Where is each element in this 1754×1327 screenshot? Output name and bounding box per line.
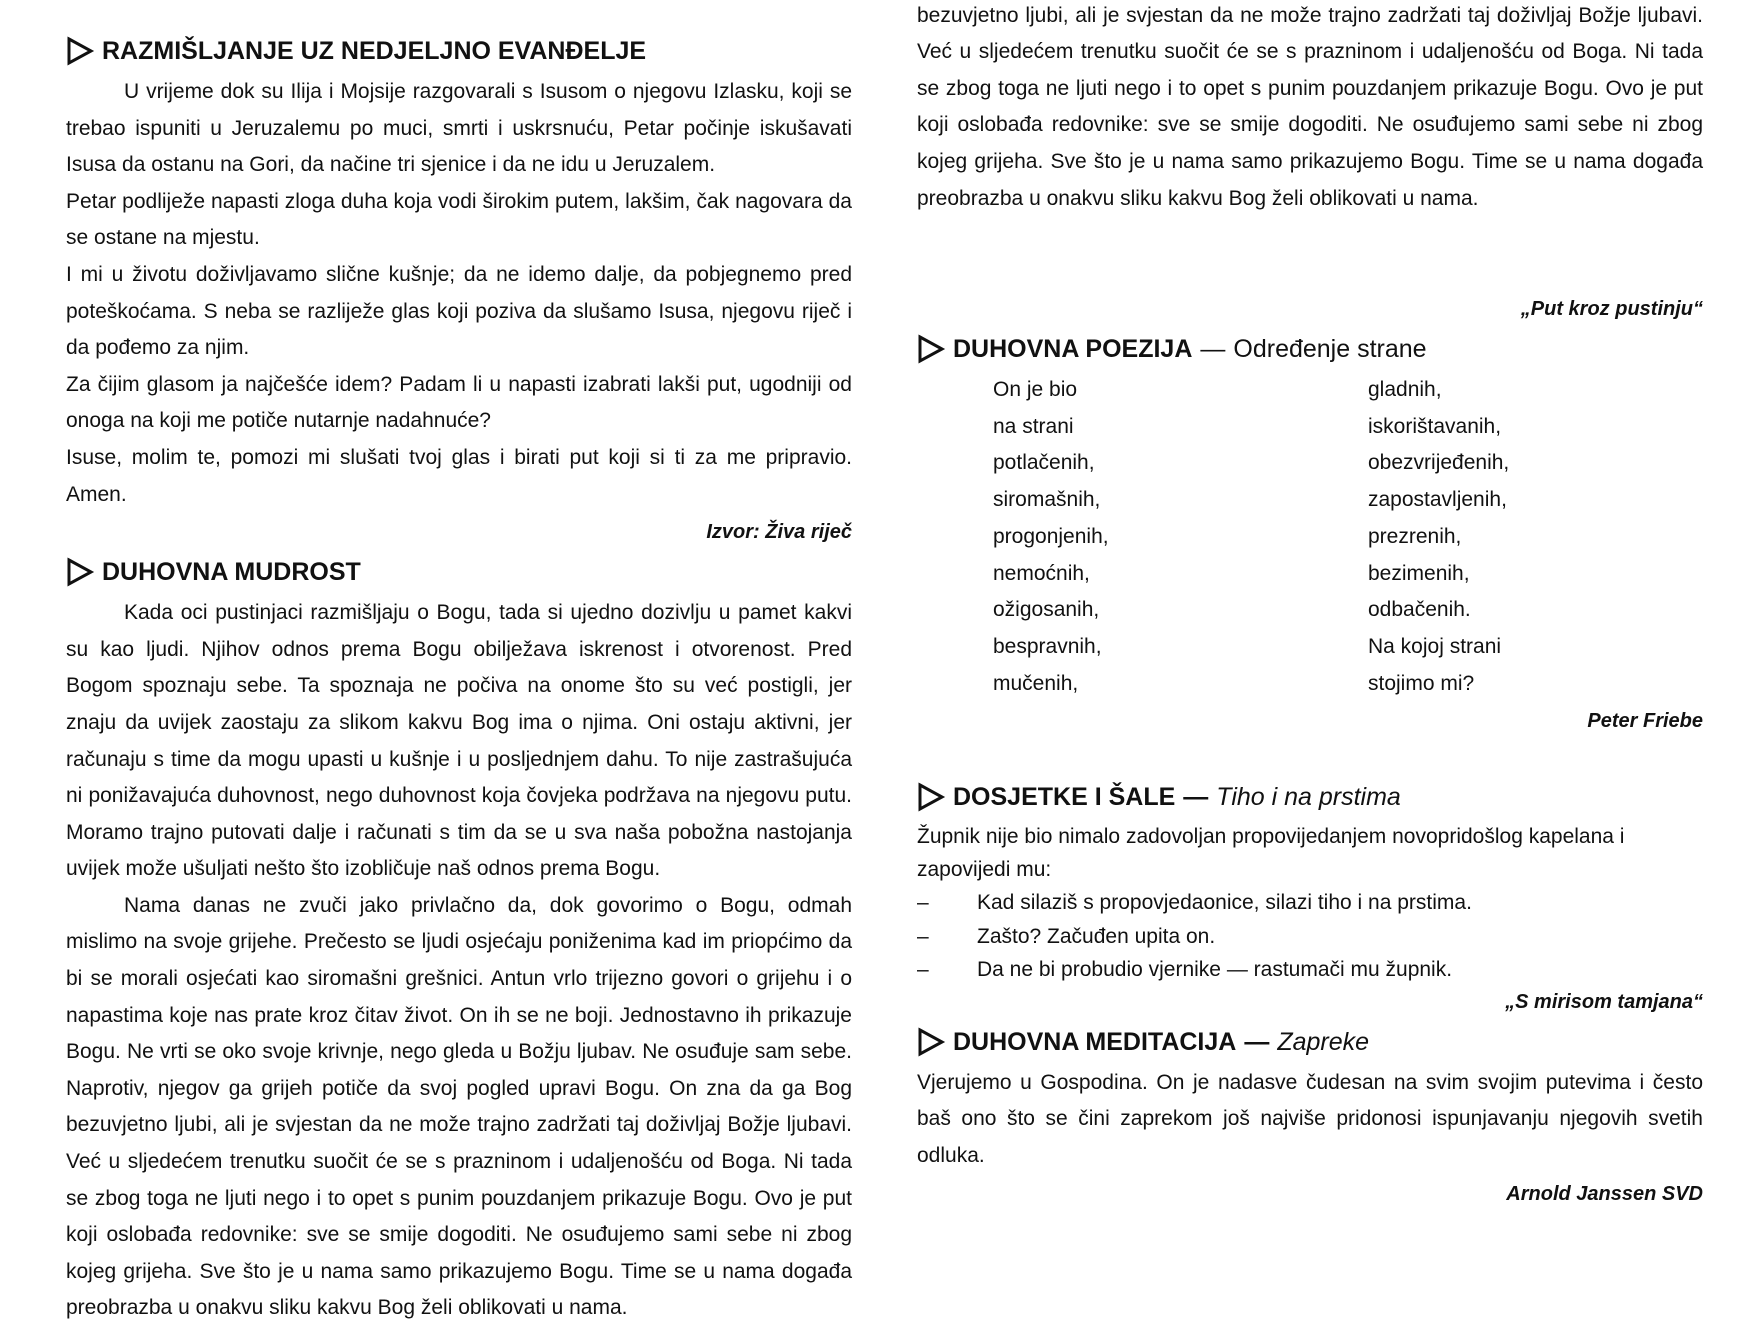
jokes-title: DOSJETKE I ŠALE: [953, 783, 1176, 812]
dialog-line: [917, 953, 1703, 987]
wisdom-title: DUHOVNA MUDROST: [102, 558, 361, 587]
triangle-bullet-icon: [66, 36, 94, 66]
poem-column-right: [1368, 372, 1743, 702]
reflection-source: Izvor: Živa riječ: [706, 521, 852, 544]
poem-line: zapostavljenih,: [1368, 488, 1507, 512]
dialog-line: [917, 920, 1703, 954]
dialog-dash: –: [917, 924, 929, 948]
spacer: [917, 744, 1703, 780]
dialog-text: Zašto? Začuđen upita on.: [977, 924, 1216, 948]
poem-line: odbačenih.: [1368, 598, 1471, 622]
poem-line: obezvrijeđenih,: [1368, 451, 1510, 475]
meditation-separator: —: [1244, 1027, 1270, 1056]
poem-line: stojimo mi?: [1368, 671, 1475, 695]
reflection-paragraph: I mi u životu doživljavamo slične kušnje; da ne idemo dalje, da pobjegnemo pred poteškoćama. S neba se razliježe glas koji poziva da slušamo Isusa, njegovu riječ i da pođemo za njim.: [66, 262, 852, 360]
meditation-text: Vjerujemo u Gospodina. On je nadasve čudesan na svim svojim putevima i često baš ono što se čini zaprekom još najviše pridonosi ispunjavanju njegovih svetih odluka.: [917, 1070, 1703, 1168]
poem-line: On je bio: [993, 378, 1078, 401]
meditation-subtitle: Zapreke: [1277, 1027, 1370, 1056]
poem-line: potlačenih,: [993, 451, 1095, 475]
reflection-paragraph: Petar podliježe napasti zloga duha koja vodi širokim putem, lakšim, čak nagovara da se ostane na mjestu.: [66, 189, 852, 250]
wisdom-paragraph-continued: Nama danas ne zvuči jako privlačno da, dok govorimo o Bogu, odmah mislimo na svoje grijehe. Prečesto se ljudi osjećaju poniženima kad im priopćimo da bi se morali osjećati kao siromašni grešnici. Antun vrlo trijezno govori o grijehu i o napastima koje nas prate kroz čitav život. On ih se ne boji. Jednostavno ih prikazuje Bogu. Ne vrti se oko svoje krivnje, nego gleda u Božju ljubav. Ne osuđuje sam sebe. Naprotiv, njegov ga grijeh potiče da svoj pogled upravi Bogu. On zna da ga Bog bezuvjetno ljubi, ali je svjestan da ne može trajno zadržati taj doživljaj Božje ljubavi. Već u sljedećem trenutku suočit će se s prazninom i udaljenošću od Boga. Ni tada se zbog toga ne ljuti nego i to opet s punim pouzdanjem prikazuje Bogu. Ovo je put koji oslobađa redovnike: sve se smije dogoditi. Ne osuđujemo sami sebe ni zbog kojeg grijeha. Sve što je u nama samo prikazujemo Bogu. Time se u nama događa preobrazba u onakvu sliku kakvu Bog želi oblikovati u nama.: [66, 893, 852, 1320]
reflection-heading: [66, 34, 852, 68]
poetry-title: DUHOVNA POEZIJA: [953, 335, 1193, 363]
jokes-intro: Župnik nije bio nimalo zadovoljan propovijedanjem novopridošlog kapelana i zapovijedi mu:: [917, 825, 1625, 882]
triangle-bullet-icon: [917, 334, 945, 364]
right-column: [917, 3, 1703, 1217]
poem-line: Na kojoj strani: [1368, 634, 1502, 658]
poetry-heading: [917, 332, 1703, 366]
triangle-bullet-icon: [917, 1027, 945, 1057]
poem-line: bespravnih,: [993, 634, 1102, 658]
poem-line: gladnih,: [1368, 378, 1442, 401]
poetry-separator: —: [1200, 335, 1226, 363]
poem-line: nemoćnih,: [993, 561, 1090, 585]
triangle-bullet-icon: [917, 782, 945, 812]
jokes-subtitle: Tiho i na prstima: [1216, 783, 1401, 812]
poem-line: mučenih,: [993, 671, 1079, 695]
poem-line: ožigosanih,: [993, 598, 1100, 622]
reflection-paragraph: Za čijim glasom ja najčešće idem? Padam li u napasti izabrati lakši put, ugodniji od onoga na koji me potiče nutarnje nadahnuće?: [66, 372, 852, 433]
poetry-source: Peter Friebe: [1587, 710, 1703, 733]
reflection-title: RAZMIŠLJANJE UZ NEDJELJNO EVANĐELJE: [102, 37, 647, 65]
poetry-subtitle: Određenje strane: [1233, 335, 1427, 363]
left-column: [66, 34, 852, 1320]
poem-line: iskorištavanih,: [1368, 414, 1502, 438]
poem-line: prezrenih,: [1368, 524, 1462, 548]
jokes-dialog: [917, 886, 1703, 987]
wisdom-source: „Put kroz pustinju“: [1520, 298, 1703, 320]
dialog-text: Da ne bi probudio vjernike — rastumači mu župnik.: [977, 958, 1453, 982]
poem-column-left: [993, 372, 1368, 702]
poem: [917, 372, 1703, 702]
poem-line: siromašnih,: [993, 488, 1101, 512]
reflection-paragraph: Isuse, molim te, pomozi mi slušati tvoj glas i birati put koji si ti za me pripravio. Amen.: [66, 445, 852, 506]
poem-line: progonjenih,: [993, 524, 1109, 548]
poem-line: na strani: [993, 414, 1074, 438]
dialog-text: Kad silaziš s propovjedaonice, silazi tiho i na prstima.: [977, 891, 1472, 915]
reflection-paragraph: U vrijeme dok su Ilija i Mojsije razgovarali s Isusom o njegovu Izlasku, koji se trebao ispuniti u Jeruzalemu po muci, smrti i uskrsnuću, Petar počinje iskušavati Isusa da ostanu na Gori, da načine tri sjenice i da ne idu u Jeruzalem.: [66, 80, 852, 177]
dialog-dash: –: [917, 891, 929, 915]
wisdom-overflow-text: bezuvjetno ljubi, ali je svjestan da ne može trajno zadržati taj doživljaj Božje ljubavi. Već u sljedećem trenutku suočit će se s prazninom i udaljenošću od Boga. Ni tada se zbog toga ne ljuti nego i to opet s punim pouzdanjem prikazuje Bogu. Ovo je put koji oslobađa redovnike: sve se smije dogoditi. Ne osuđujemo sami sebe ni zbog kojeg grijeha. Sve što je u nama samo prikazujemo Bogu. Time se u nama događa preobrazba u onakvu sliku kakvu Bog želi oblikovati u nama.: [917, 3, 1703, 210]
dialog-dash: –: [917, 958, 929, 982]
meditation-title: DUHOVNA MEDITACIJA: [953, 1027, 1237, 1056]
triangle-bullet-icon: [66, 557, 94, 587]
poem-line: bezimenih,: [1368, 561, 1470, 585]
wisdom-heading: [66, 555, 852, 589]
wisdom-paragraph-overflow: [917, 3, 1703, 290]
jokes-separator: —: [1183, 783, 1209, 812]
meditation-source: Arnold Janssen SVD: [1506, 1182, 1703, 1205]
jokes-source: „S mirisom tamjana“: [1505, 990, 1703, 1013]
dialog-line: [917, 886, 1703, 920]
jokes-heading: [917, 780, 1703, 814]
meditation-heading: [917, 1025, 1703, 1059]
wisdom-paragraph: Kada oci pustinjaci razmišljaju o Bogu, tada si ujedno dozivlju u pamet kakvi su kao ljudi. Njihov odnos prema Bogu obilježava iskrenost i otvorenost. Pred Bogom spoznaju sebe. Ta spoznaja ne počiva na onome što su već postigli, jer znaju da uvijek zaostaju za slikom kakvu Bog ima o njima. Oni ostaju aktivni, jer računaju s time da mogu upasti u kušnje i u posljednjem dahu. To nije zastrašujuća ni ponižavajuća duhovnost, nego duhovnost koja čovjeka podržava na njegovu putu. Moramo trajno putovati dalje i računati s tim da se u sva naša pobožna nastojanja uvijek može ušuljati nešto što izobličuje naš odnos prema Bogu.: [66, 601, 852, 881]
